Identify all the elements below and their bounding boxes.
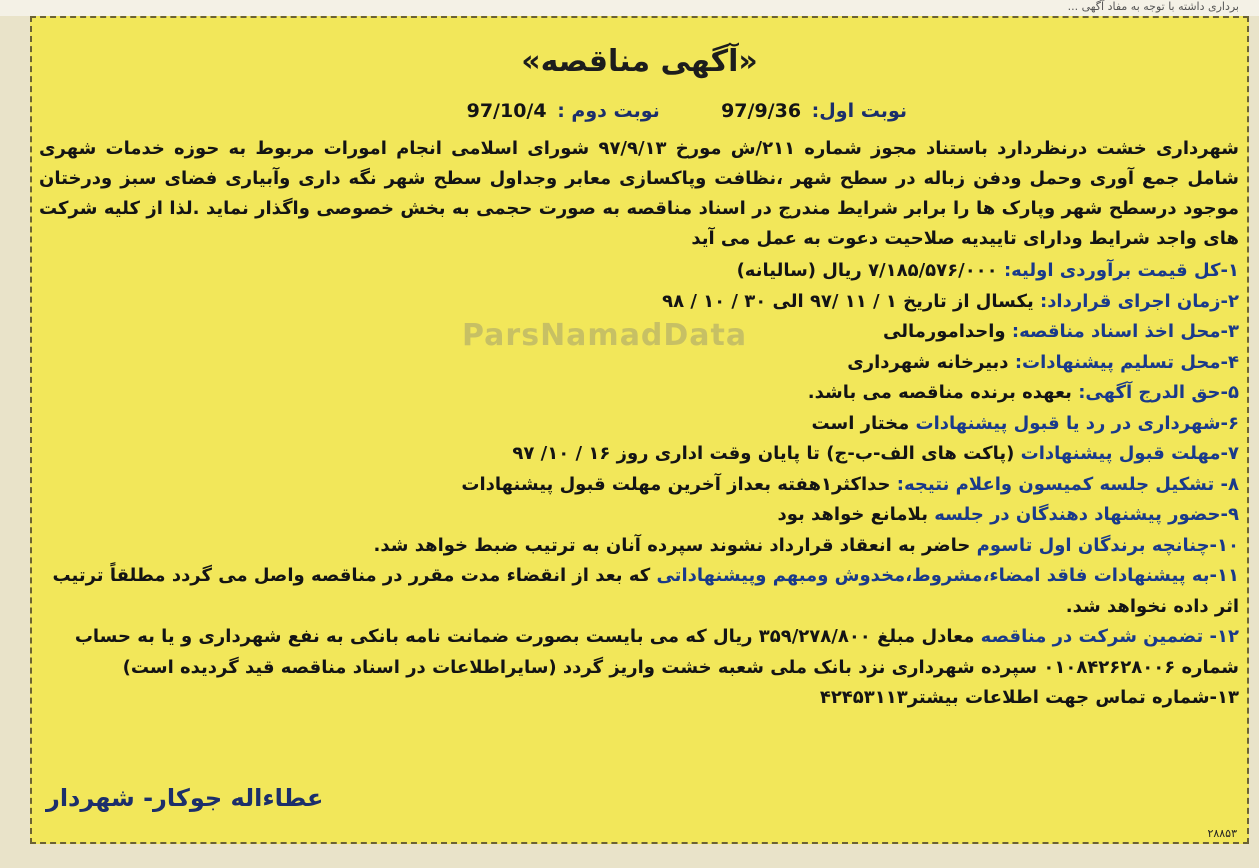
condition-text: (پاکت های الف-ب-ج) تا پایان وقت اداری روز ۱۶ / ۱۰/ ۹۷ [512, 443, 1021, 464]
notice-title: «آگهی مناقصه» [521, 44, 758, 79]
condition-key: ۷-مهلت قبول پیشنهادات [1020, 443, 1239, 464]
condition-key: ۱۲- تضمین شرکت در مناقصه [980, 626, 1239, 647]
mayor-signature: عطاءاله جوکار- شهردار [46, 784, 324, 812]
condition-item [39, 256, 1239, 287]
condition-text: بعهده برنده مناقصه می باشد. [807, 382, 1079, 403]
top-strip-text: برداری داشته با توجه به مفاد آگهی ... [0, 0, 1259, 16]
condition-text: واحدامورمالی [883, 321, 1012, 342]
condition-key: ۱-کل قیمت برآوردی اولیه: [1003, 260, 1239, 281]
condition-item [39, 317, 1239, 348]
condition-key: ۳-محل اخذ اسناد مناقصه: [1011, 321, 1239, 342]
intro-paragraph: شهرداری خشت درنظردارد باستناد مجوز شماره ۲۱۱/ش مورخ ۹۷/۹/۱۳ شورای اسلامی انجام امورات مربوط به حوزه خدمات شهری شامل جمع آوری وحمل ودفن زباله در سطح شهر ،نظافت وپاکسازی معابر وجداول سطح شهر نگه داری وآبیاری فضای سبز ودرختان موجود درسطح شهر وپارک ها را برابر شرایط مندرج در اسناد مناقصه به صورت حجمی به بخش خصوصی واگذار نماید .لذا از کلیه شرکت های واجد شرایط ودارای تاییدیه صلاحیت دعوت به عمل می آید [39, 138, 1240, 249]
condition-item [39, 470, 1239, 501]
condition-key: ۶-شهرداری در رد یا قبول پیشنهادات [915, 412, 1239, 434]
condition-text: مختار است [811, 412, 916, 434]
condition-text: حداکثر۱هفته بعداز آخرین مهلت قبول پیشنهادات [461, 473, 897, 495]
condition-item [39, 287, 1239, 318]
condition-key: ۵-حق الدرج آگهی: [1078, 382, 1239, 403]
condition-item [39, 622, 1239, 683]
condition-key: ۴-محل تسلیم پیشنهادات: [1014, 351, 1239, 373]
condition-item [39, 500, 1239, 531]
condition-key: ۱۰-چنانچه برندگان اول تاسوم [976, 534, 1239, 556]
condition-text: معادل مبلغ ۳۵۹/۲۷۸/۸۰۰ ریال که می بایست بصورت ضمانت نامه بانکی به نفع شهرداری و یا به حساب شماره ۰۱۰۸۴۲۶۲۸۰۰۶ سپرده شهرداری نزد بانک ملی شعبه خشت واریز گردد (سایراطلاعات در اسناد مناقصه قید گردیده است) [74, 626, 1239, 678]
condition-text: دبیرخانه شهرداری [847, 351, 1015, 373]
conditions-list [39, 256, 1239, 714]
condition-key: ۱۱-به پیشنهادات فاقد امضاء،مشروط،مخدوش ومبهم وپیشنهاداتی [656, 565, 1239, 586]
condition-text: که بعد از انقضاء مدت مقرر در مناقصه واصل می گردد مطلقاً ترتیب اثر داده نخواهد شد. [52, 565, 1239, 617]
first-round-label: نوبت اول: [811, 100, 907, 122]
condition-item [39, 439, 1239, 470]
condition-item [39, 378, 1239, 409]
second-round-date: 97/10/4 [466, 100, 547, 122]
watermark: ParsNamadData [462, 318, 748, 353]
condition-key: ۹-حضور پیشنهاد دهندگان در جلسه [934, 504, 1239, 525]
condition-item [39, 348, 1239, 379]
condition-key: ۸- تشکیل جلسه کمیسون واعلام نتیجه: [896, 473, 1239, 495]
tender-notice [30, 16, 1249, 844]
condition-text: بلامانع خواهد بود [777, 504, 935, 525]
condition-text: ۷/۱۸۵/۵۷۶/۰۰۰ ریال (سالیانه) [736, 260, 1004, 281]
condition-item [39, 561, 1239, 622]
publication-rounds [463, 100, 907, 122]
reference-number: ۲۸۸۵۳ [1207, 827, 1237, 840]
condition-text: ۴۲۴۵۳۱۱۳ [819, 687, 908, 708]
first-round-date: 97/9/36 [721, 100, 802, 122]
condition-item [39, 683, 1239, 714]
condition-item [39, 531, 1239, 562]
condition-key: ۲-زمان اجرای قرارداد: [1040, 290, 1239, 312]
condition-text: حاضر به انعقاد قرارداد نشوند سپرده آنان به ترتیب ضبط خواهد شد. [373, 534, 977, 556]
second-round-label: نوبت دوم : [557, 100, 660, 122]
condition-item [39, 409, 1239, 440]
condition-text: یکسال از تاریخ ۱ / ۱۱ /۹۷ الی ۳۰ / ۱۰ / ۹۸ [662, 290, 1040, 312]
condition-key: ۱۳-شماره تماس جهت اطلاعات بیشتر [907, 687, 1239, 708]
